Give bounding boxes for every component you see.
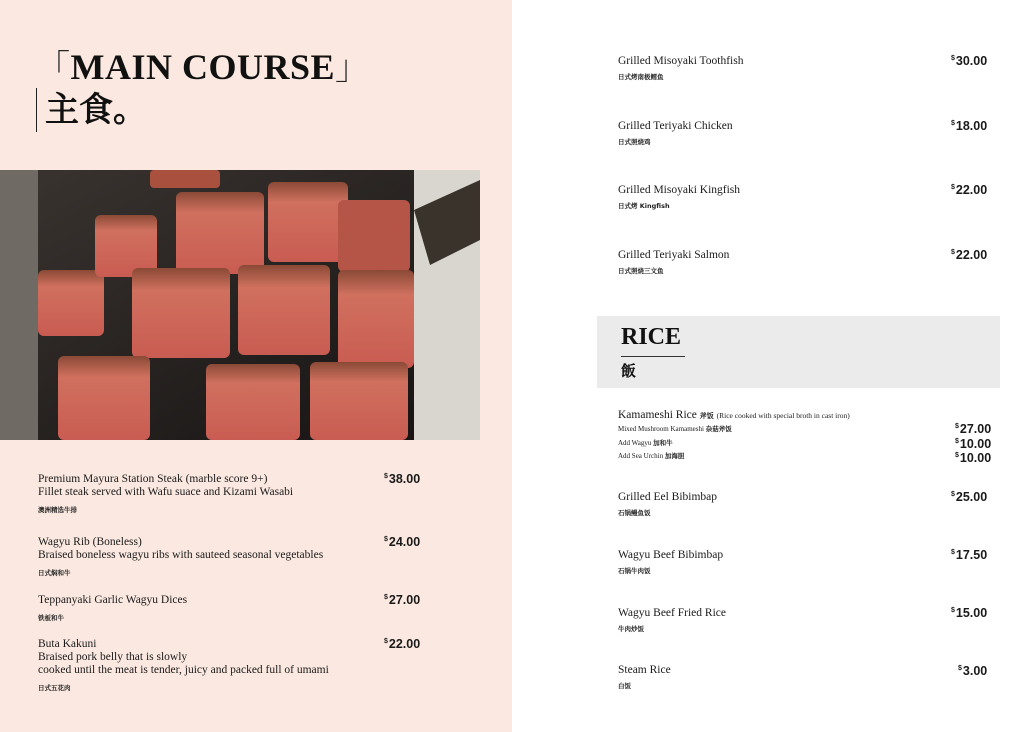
menu-item [618,664,671,690]
rice-title-zh: 飯 [621,362,637,380]
menu-item [618,249,729,275]
item-name: Buta Kakuni [38,638,97,650]
item-name-zh: 铁板和牛 [38,614,64,622]
item-name: Teppanyaki Garlic Wagyu Dices [38,594,188,606]
rice-section-header [597,316,1000,388]
menu-item [618,55,743,81]
main-course-title: MAIN COURSE [70,47,336,87]
item-name: Kamameshi Rice 斧饭 (Rice cooked with special broth in cast iron) [618,409,850,421]
menu-item [38,594,187,622]
menu-item [618,491,717,517]
section-title-main-course [36,40,370,89]
menu-item [38,473,293,514]
item-name: Wagyu Beef Fried Rice [618,607,726,619]
item-price: $22.00 [384,637,421,651]
item-description: Fillet steak served with Wafu suace and Kizami Wasabi [38,486,294,498]
item-price: $27.00 [384,593,421,607]
item-name-zh: 石锅牛肉饭 [618,567,651,575]
item-name: Wagyu Rib (Boneless) [38,536,142,548]
item-name: Premium Mayura Station Steak (marble score 9+) [38,473,268,485]
item-price: $24.00 [384,535,421,549]
item-name-zh: 澳洲精选牛排 [38,506,77,514]
item-name: Grilled Teriyaki Salmon [618,249,730,261]
item-price: $17.50 [951,548,988,562]
item-price: $15.00 [951,606,988,620]
item-name: Grilled Misoyaki Toothfish [618,55,744,67]
menu-item [618,549,723,575]
item-name: Grilled Teriyaki Chicken [618,120,733,132]
item-name-zh: 日式照烧三文鱼 [618,267,664,275]
item-name-zh: 日式照烧鸡 [618,138,651,146]
item-name-zh: 白饭 [618,682,631,690]
option-price: $10.00 [955,437,992,451]
menu-item [618,184,740,210]
wagyu-dices-photo [0,170,480,440]
item-description: cooked until the meat is tender, juicy and packed full of umami [38,664,329,676]
item-name-zh: 日式烤 Kingfish [618,202,670,210]
item-price: $30.00 [951,54,988,68]
main-course-title-zh: 主食。 [45,90,147,130]
kamameshi-option: Add Wagyu 加和牛 [618,438,673,447]
rice-title: RICE [621,324,682,350]
item-name: Wagyu Beef Bibimbap [618,549,724,561]
item-description: Braised boneless wagyu ribs with sauteed seasonal vegetables [38,549,324,561]
wagyu-dices-illustration [0,170,480,440]
item-name-zh: 日式五花肉 [38,684,71,692]
item-name-zh: 牛肉炒饭 [618,625,644,633]
item-name: Grilled Eel Bibimbap [618,491,718,503]
option-price: $27.00 [955,422,992,436]
item-name-zh: 日式焖和牛 [38,569,71,577]
item-price: $38.00 [384,472,421,486]
item-price: $22.00 [951,248,988,262]
item-name: Grilled Misoyaki Kingfish [618,184,741,196]
kamameshi-item [618,409,850,464]
menu-item [618,120,733,146]
item-name-zh: 石锅鳗鱼饭 [618,509,651,517]
item-name: Steam Rice [618,664,671,676]
kamameshi-option: Mixed Mushroom Kamameshi 杂菇斧饭 [618,425,732,433]
item-price: $18.00 [951,119,988,133]
option-price: $10.00 [955,451,992,465]
rice-title-underline [621,356,685,357]
section-title-zh-wrap [36,88,147,132]
item-price: $22.00 [951,183,988,197]
item-price: $25.00 [951,490,988,504]
menu-item [618,607,726,633]
item-description: Braised pork belly that is slowly [38,651,188,663]
item-name-zh: 日式烤南极鳕鱼 [618,73,664,81]
menu-item [38,638,329,692]
bracket-close: 」 [335,50,370,87]
kamameshi-option: Add Sea Urchin 加海胆 [618,452,685,460]
item-price: $3.00 [958,664,988,678]
bracket-open: 「 [36,50,71,87]
menu-item [38,536,323,577]
